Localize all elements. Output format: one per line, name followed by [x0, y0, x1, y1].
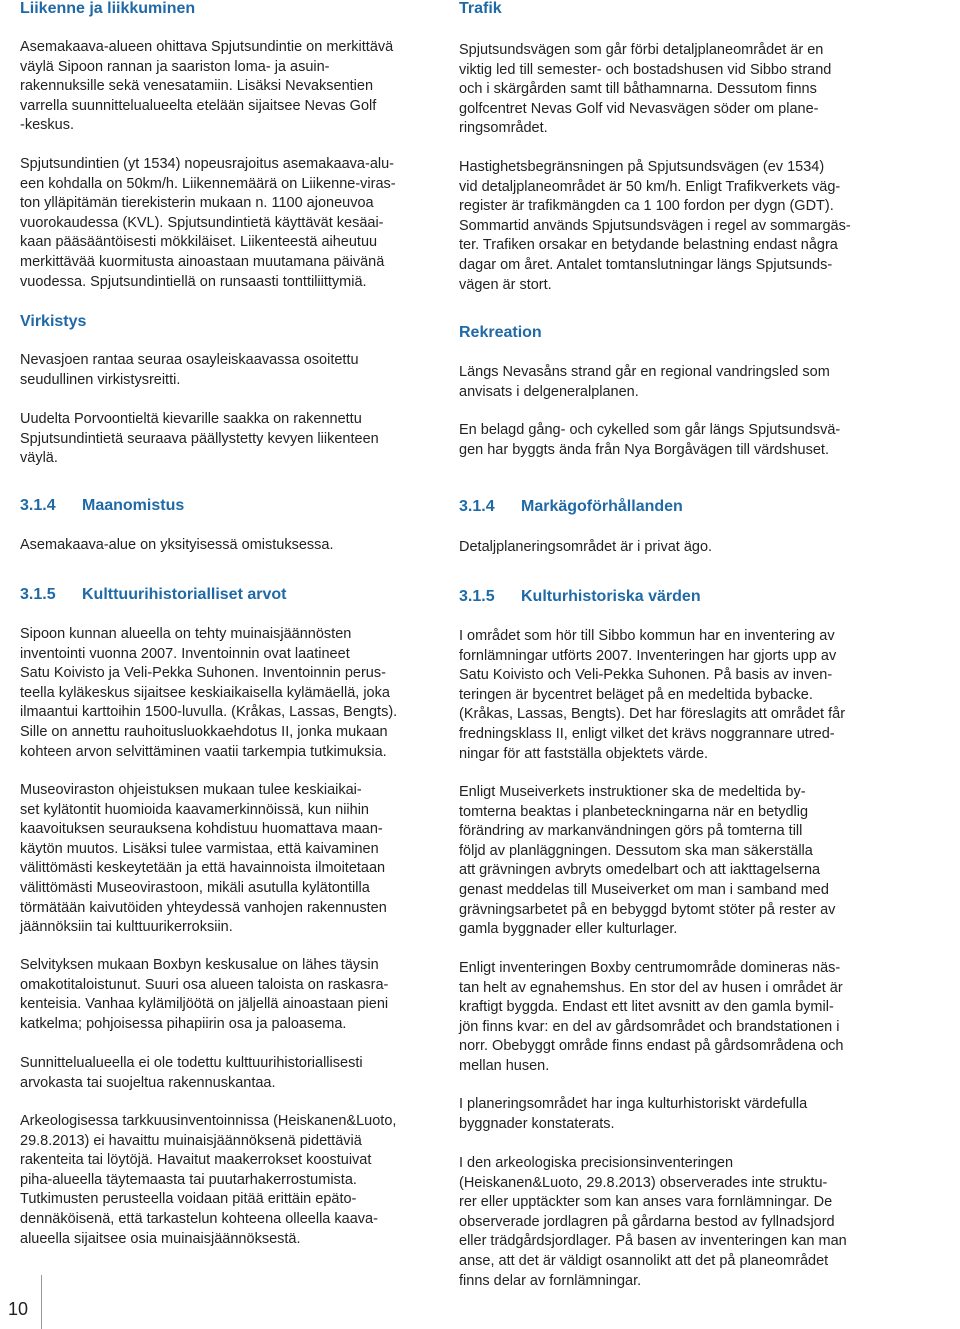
text-line: dennäköisenä, että tarkastelun kohteena olleella kaava-	[20, 1210, 378, 1227]
text-line: omakotitaloistunut. Suuri osa alueen taloista on raskasra-	[20, 976, 389, 993]
paragraph-traffic-2-fi	[20, 155, 396, 292]
text-line: och i skärgården samt till båthamnarna. Dessutom finns	[459, 81, 817, 98]
text-line: I området som hör till Sibbo kommun har en inventering av	[459, 628, 835, 644]
text-line: Asemakaava-alue on yksityisessä omistuksessa.	[20, 537, 334, 553]
text-line: Asemakaava-alueen ohittava Spjutsundintie on merkittävä	[20, 39, 394, 55]
text-line: gen har byggts ända från Nya Borgåvägen till värdshuset.	[459, 441, 829, 458]
text-line: välittömästi Museovirastoon, mikäli asutulla kylätontilla	[20, 879, 370, 896]
paragraph-ownership-sv	[459, 538, 712, 558]
text-line: alueella sijaitsee osia muinaisjäännöksestä.	[20, 1230, 301, 1247]
paragraph-heritage-5-fi	[20, 1112, 396, 1249]
text-line: vuorokaudessa (KVL). Spjutsundintietä käyttävät kesäai-	[20, 214, 384, 231]
text-line: törmätään kaivutöiden yhteydessä vanhojen rakennusten	[20, 899, 387, 916]
paragraph-ownership-fi	[20, 536, 334, 556]
heading-heritage-fi: 3.1.5 Kulttuurihistorialliset arvot	[20, 586, 287, 603]
text-line: observerade jordlagren på gårdarna bestod av fyllnadsjord	[459, 1213, 835, 1230]
page-number-divider	[41, 1275, 42, 1329]
text-line: Sommartid används Spjutsundsvägen i regel av sommargäs-	[459, 217, 851, 234]
text-line: tan helt av egnahemshus. En stor del av husen i området är	[459, 979, 843, 996]
heading-traffic-fi: Liikenne ja liikkuminen	[20, 0, 196, 17]
text-line: ningar för att fastställa objektets värde.	[459, 745, 709, 762]
page-number-box	[0, 1275, 42, 1329]
text-line: jön finns kvar: en del av gårdsområdet och brandstationen i	[459, 1018, 840, 1035]
heading-recreation-sv: Rekreation	[459, 324, 542, 341]
text-line: katkelma; pohjoisessa pihapiirin osa ja paloasema.	[20, 1015, 347, 1032]
text-line: Spjutsundintietä seuraava päällystetty kevyen liikenteen	[20, 430, 379, 447]
text-line: I den arkeologiska precisionsinventeringen	[459, 1155, 734, 1171]
text-line: Satu Koivisto och Veli-Pekka Suhonen. På basis av inven-	[459, 667, 833, 684]
paragraph-heritage-1-fi	[20, 625, 397, 762]
paragraph-heritage-3-sv	[459, 959, 844, 1077]
text-line: (Heiskanen&Luoto, 29.8.2013) observerades inte struktu-	[459, 1174, 828, 1191]
text-line: Uudelta Porvoontieltä kievarille saakka on rakennettu	[20, 411, 362, 427]
text-line: En belagd gång- och cykelled som går längs Spjutsundsvä-	[459, 422, 841, 438]
text-line: byggnader konstaterats.	[459, 1115, 615, 1132]
text-line: jäännöksiin tai kulttuurikerroksiin.	[20, 919, 233, 936]
text-line: rer eller upptäckter som kan anses vara fornlämningar. De	[459, 1194, 833, 1211]
paragraph-heritage-4-fi	[20, 1054, 363, 1093]
text-line: anse, att det är väldigt osannolikt att det på planeområdet	[459, 1252, 829, 1269]
heading-ownership-sv: 3.1.4 Markägoförhållanden	[459, 498, 683, 515]
text-line: Enligt Museiverkets instruktioner ska de medeltida by-	[459, 784, 806, 800]
text-line: piha-alueella täytemaasta tai puutarhakerrostumista.	[20, 1171, 357, 1188]
text-line: vid detaljplaneområdet är 50 km/h. Enligt Trafikverkets väg-	[459, 178, 841, 195]
text-line: arvokasta tai suojeltua rakennuskantaa.	[20, 1074, 276, 1091]
text-line: viktig led till semester- och bostadshusen vid Sibbo strand	[459, 61, 832, 78]
text-line: vuodessa. Spjutsundintiellä on runsaasti tonttiliittymiä.	[20, 273, 367, 290]
text-line: att grävningen avbryts omedelbart och att iakttagelserna	[459, 862, 821, 879]
text-line: Satu Koivisto ja Veli-Pekka Suhonen. Inventoinnin perus-	[20, 665, 386, 682]
text-line: Hastighetsbegränsningen på Spjutsundsvägen (ev 1534)	[459, 159, 825, 175]
text-line: välittömästi keskeytetään ja että havainnoista ilmoitetaan	[20, 860, 386, 877]
text-line: dagar om året. Antalet tomtanslutningar längs Spjutsunds-	[459, 256, 833, 273]
text-line: -keskus.	[20, 117, 74, 134]
text-line: golfcentret Nevas Golf vid Nevasvägen söder om plane-	[459, 100, 819, 117]
text-line: Spjutsundintien (yt 1534) nopeusrajoitus asemakaava-alu-	[20, 156, 394, 172]
text-line: set kylätontit huomioida kaavamerkinnöissä, kun niihin	[20, 801, 369, 818]
paragraph-traffic-1-sv	[459, 41, 831, 139]
text-line: kenteisia. Vanhaa kylämiljöötä on jäljellä ainoastaan pieni	[20, 996, 389, 1013]
text-line: käytön muutos. Lisäksi tulee varmistaa, että kaivaminen	[20, 840, 379, 857]
paragraph-recreation-1-fi	[20, 351, 359, 390]
text-line: Sille on annettu rauhoitusluokkaehdotus II, jonka mukaan	[20, 723, 388, 740]
text-line: inventointi vuonna 2007. Inventoinnin ovat laatineet	[20, 645, 350, 662]
text-line: mellan husen.	[459, 1057, 550, 1074]
text-line: tomterna beaktas i planbeteckningarna när en betydlig	[459, 803, 809, 820]
text-line: norr. Obebyggt område finns endast på gårdsområdena och	[459, 1038, 844, 1055]
text-line: Arkeologisessa tarkkuusinventoinnissa (Heiskanen&Luoto,	[20, 1113, 397, 1129]
text-line: ringsområdet.	[459, 120, 548, 137]
text-line: genast meddelas till Museiverket om man i samband med	[459, 881, 829, 898]
paragraph-heritage-2-sv	[459, 783, 835, 940]
text-line: Detaljplaneringsområdet är i privat ägo.	[459, 539, 713, 555]
paragraph-heritage-3-fi	[20, 956, 388, 1034]
text-line: förändring av markanvändningen görs på tomterna till	[459, 823, 803, 840]
paragraph-heritage-5-sv	[459, 1154, 847, 1291]
text-line: Nevasjoen rantaa seuraa osayleiskaavassa osoitettu	[20, 352, 359, 368]
text-line: merkittävää kuormitusta ainoastaan muutamana päivänä	[20, 253, 385, 270]
text-line: ter. Trafiken orsakar en betydande belastning endast några	[459, 237, 838, 254]
paragraph-traffic-1-fi	[20, 38, 393, 136]
heading-traffic-sv: Trafik	[459, 0, 502, 17]
text-line: följd av planläggningen. Dessutom ska man säkerställa	[459, 842, 813, 859]
text-line: Sunnittelualueella ei ole todettu kulttuurihistoriallisesti	[20, 1055, 363, 1071]
text-line: kaavoituksen seurauksena kohdistuu huomattava maan-	[20, 821, 383, 838]
text-line: register är trafikmängden ca 1 100 fordon per dygn (GDT).	[459, 198, 834, 215]
heading-ownership-fi: 3.1.4 Maanomistus	[20, 497, 185, 514]
text-line: Enligt inventeringen Boxby centrumområde domineras näs-	[459, 960, 841, 976]
text-line: Selvityksen mukaan Boxbyn keskusalue on lähes täysin	[20, 957, 379, 973]
text-line: rakenteita tai löytöjä. Havaitut maakerrokset koostuivat	[20, 1152, 372, 1169]
text-line: eller trädgårdsjordlager. På basen av inventeringen kan man	[459, 1233, 847, 1250]
paragraph-heritage-4-sv	[459, 1095, 807, 1134]
text-line: Sipoon kunnan alueella on tehty muinaisjäännösten	[20, 626, 352, 642]
text-line: väylä Sipoon rannan ja saariston loma- ja asuin-	[20, 58, 330, 75]
paragraph-heritage-2-fi	[20, 781, 387, 938]
text-line: kraftigt byggda. Endast ett litet avsnitt av den gamla bymil-	[459, 999, 834, 1016]
text-line: een kohdalla on 50km/h. Liikennemäärä on Liikenne-viras-	[20, 175, 396, 192]
paragraph-heritage-1-sv	[459, 627, 845, 764]
page-number: 10	[7, 1299, 29, 1319]
text-line: seudullinen virkistysreitti.	[20, 371, 181, 388]
text-line: kaan pääsääntöisesti mökkiläiset. Liikenteestä aiheutuu	[20, 234, 378, 251]
paragraph-recreation-2-sv	[459, 421, 840, 460]
text-line: Tutkimusten perusteella voidaan pitää erittäin epäto-	[20, 1191, 357, 1208]
heading-recreation-fi: Virkistys	[20, 313, 87, 330]
text-line: teella kyläkeskus sijaitsee keskiaikaisella kylämäellä, joka	[20, 684, 390, 701]
text-line: ilmaantui karttoihin 1500-luvulla. (Kråkas, Lassas, Bengts).	[20, 704, 398, 721]
text-line: grävningsarbetet på en bebyggd bytomt stöter på rester av	[459, 901, 836, 918]
text-line: Längs Nevasåns strand går en regional vandringsled som	[459, 364, 830, 380]
text-line: teringen är bycentret beläget på en medeltida bybacke.	[459, 686, 813, 703]
paragraph-recreation-1-sv	[459, 363, 830, 402]
text-line: finns delar av fornlämningar.	[459, 1272, 642, 1289]
text-line: kohteen arvon selvittäminen vaatii tarkempia tutkimuksia.	[20, 743, 387, 760]
paragraph-traffic-2-sv	[459, 158, 851, 295]
text-line: väylä.	[20, 450, 58, 467]
text-line: 29.8.2013) ei havaittu muinaisjäännöksenä pidettäviä	[20, 1132, 362, 1149]
text-line: fredningsklass II, enligt vilket det krävs noggrannare utred-	[459, 725, 835, 742]
text-line: anvisats i delgeneralplanen.	[459, 383, 639, 400]
text-line: vägen är stort.	[459, 276, 552, 293]
paragraph-recreation-2-fi	[20, 410, 379, 469]
text-line: Spjutsundsvägen som går förbi detaljplaneområdet är en	[459, 42, 824, 58]
text-line: ton ylläpitämän tierekisterin mukaan n. 1100 ajoneuvoa	[20, 195, 374, 212]
text-line: gamla byggnader eller kulturlager.	[459, 921, 678, 938]
text-line: rakennuksille sekä venesatamiin. Lisäksi Nevaksentien	[20, 78, 374, 95]
heading-heritage-sv: 3.1.5 Kulturhistoriska värden	[459, 588, 701, 605]
text-line: Museoviraston ohjeistuksen mukaan tulee keskiaikai-	[20, 782, 362, 798]
text-line: fornlämningar utförts 2007. Inventeringen har gjorts upp av	[459, 647, 837, 664]
text-line: I planeringsområdet har inga kulturhistoriskt värdefulla	[459, 1096, 808, 1112]
text-line: (Kråkas, Lassas, Bengts). Det har föreslagits att området får	[459, 706, 846, 723]
text-line: varrella suunnittelualueelta etelään sijaitsee Nevas Golf	[20, 97, 377, 114]
